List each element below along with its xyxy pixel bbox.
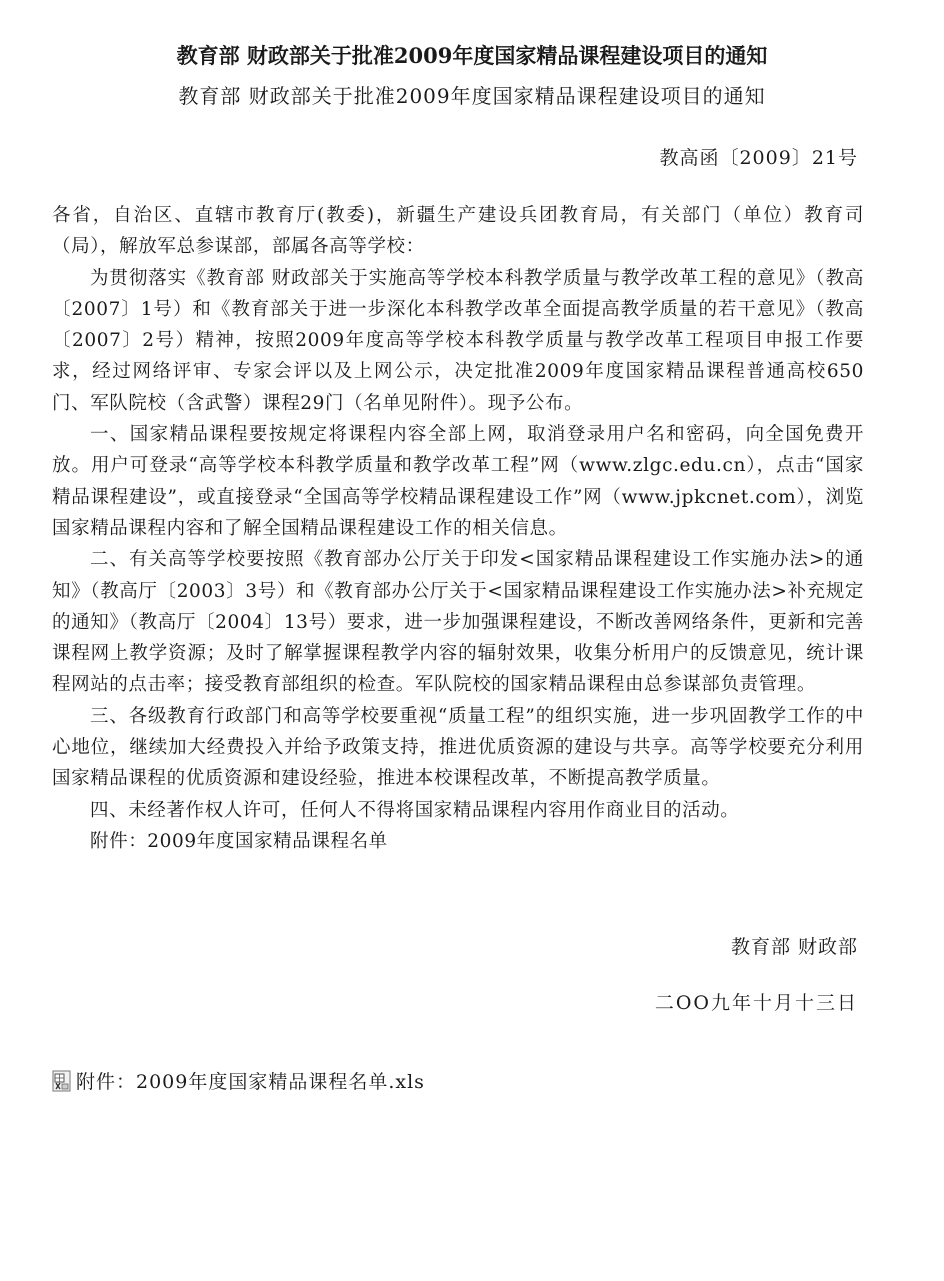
excel-file-icon: [50, 1069, 74, 1093]
body-paragraph-item-4: 四、未经著作权人许可，任何人不得将国家精品课程内容用作商业目的活动。: [90, 799, 740, 821]
body-paragraph-item-2: 二、有关高等学校要按照《教育部办公厅关于印发<国家精品课程建设工作实施办法>的通知》（教高厅〔2003〕3号）和《教育部办公厅关于<国家精品课程建设工作实施办法>补充规定的通知》（教高厅〔2004〕13号）要求，进一步加强课程建设，不断改善网络条件，更新和完善课程网上教学资源；及时了解掌握课程教学内容的辐射效果，收集分析用户的反馈意见，统计课程网站的点击率；接受教育部组织的检查。军队院校的国家精品课程由总参谋部负责管理。: [52, 549, 864, 696]
attachment-note: 附件：2009年度国家精品课程名单: [90, 830, 388, 852]
document-body: [52, 200, 864, 857]
attachment-link-label[interactable]: 附件：2009年度国家精品课程名单.xls: [76, 1071, 425, 1093]
attachment-download-link[interactable]: [50, 1067, 425, 1094]
document-title: 教育部 财政部关于批准2009年度国家精品课程建设项目的通知: [178, 84, 766, 108]
signature: 教育部 财政部: [730, 936, 858, 958]
page-title: 教育部 财政部关于批准2009年度国家精品课程建设项目的通知: [176, 43, 768, 68]
body-paragraph-item-3: 三、各级教育行政部门和高等学校要重视“质量工程”的组织实施，进一步巩固教学工作的中心地位，继续加大经费投入并给予政策支持，推进优质资源的建设与共享。高等学校要充分利用国家精品课程的优质资源和建设经验，推进本校课程改革，不断提高教学质量。: [52, 705, 864, 790]
body-paragraph-intro: 为贯彻落实《教育部 财政部关于实施高等学校本科教学质量与教学改革工程的意见》（教高〔2007〕1号）和《教育部关于进一步深化本科教学改革全面提高教学质量的若干意见》（教高〔2007〕2号）精神，按照2009年度高等学校本科教学质量与教学改革工程项目申报工作要求，经过网络评审、专家会评以及上网公示，决定批准2009年度国家精品课程普通高校650门、军队院校（含武警）课程29门（名单见附件）。现予公布。: [52, 267, 864, 414]
document-number: 教高函〔2009〕21号: [659, 147, 858, 169]
body-paragraph-item-1: 一、国家精品课程要按规定将课程内容全部上网，取消登录用户名和密码，向全国免费开放。用户可登录“高等学校本科教学质量和教学改革工程”网（www.zlgc.edu.cn），点击“国家精品课程建设”，或直接登录“全国高等学校精品课程建设工作”网（www.jpkcnet.com），浏览国家精品课程内容和了解全国精品课程建设工作的相关信息。: [52, 424, 864, 539]
document-date: 二OO九年十月十三日: [654, 992, 858, 1014]
salutation-paragraph: 各省，自治区、直辖市教育厅(教委)，新疆生产建设兵团教育局，有关部门（单位）教育司（局），解放军总参谋部，部属各高等学校：: [52, 205, 864, 258]
